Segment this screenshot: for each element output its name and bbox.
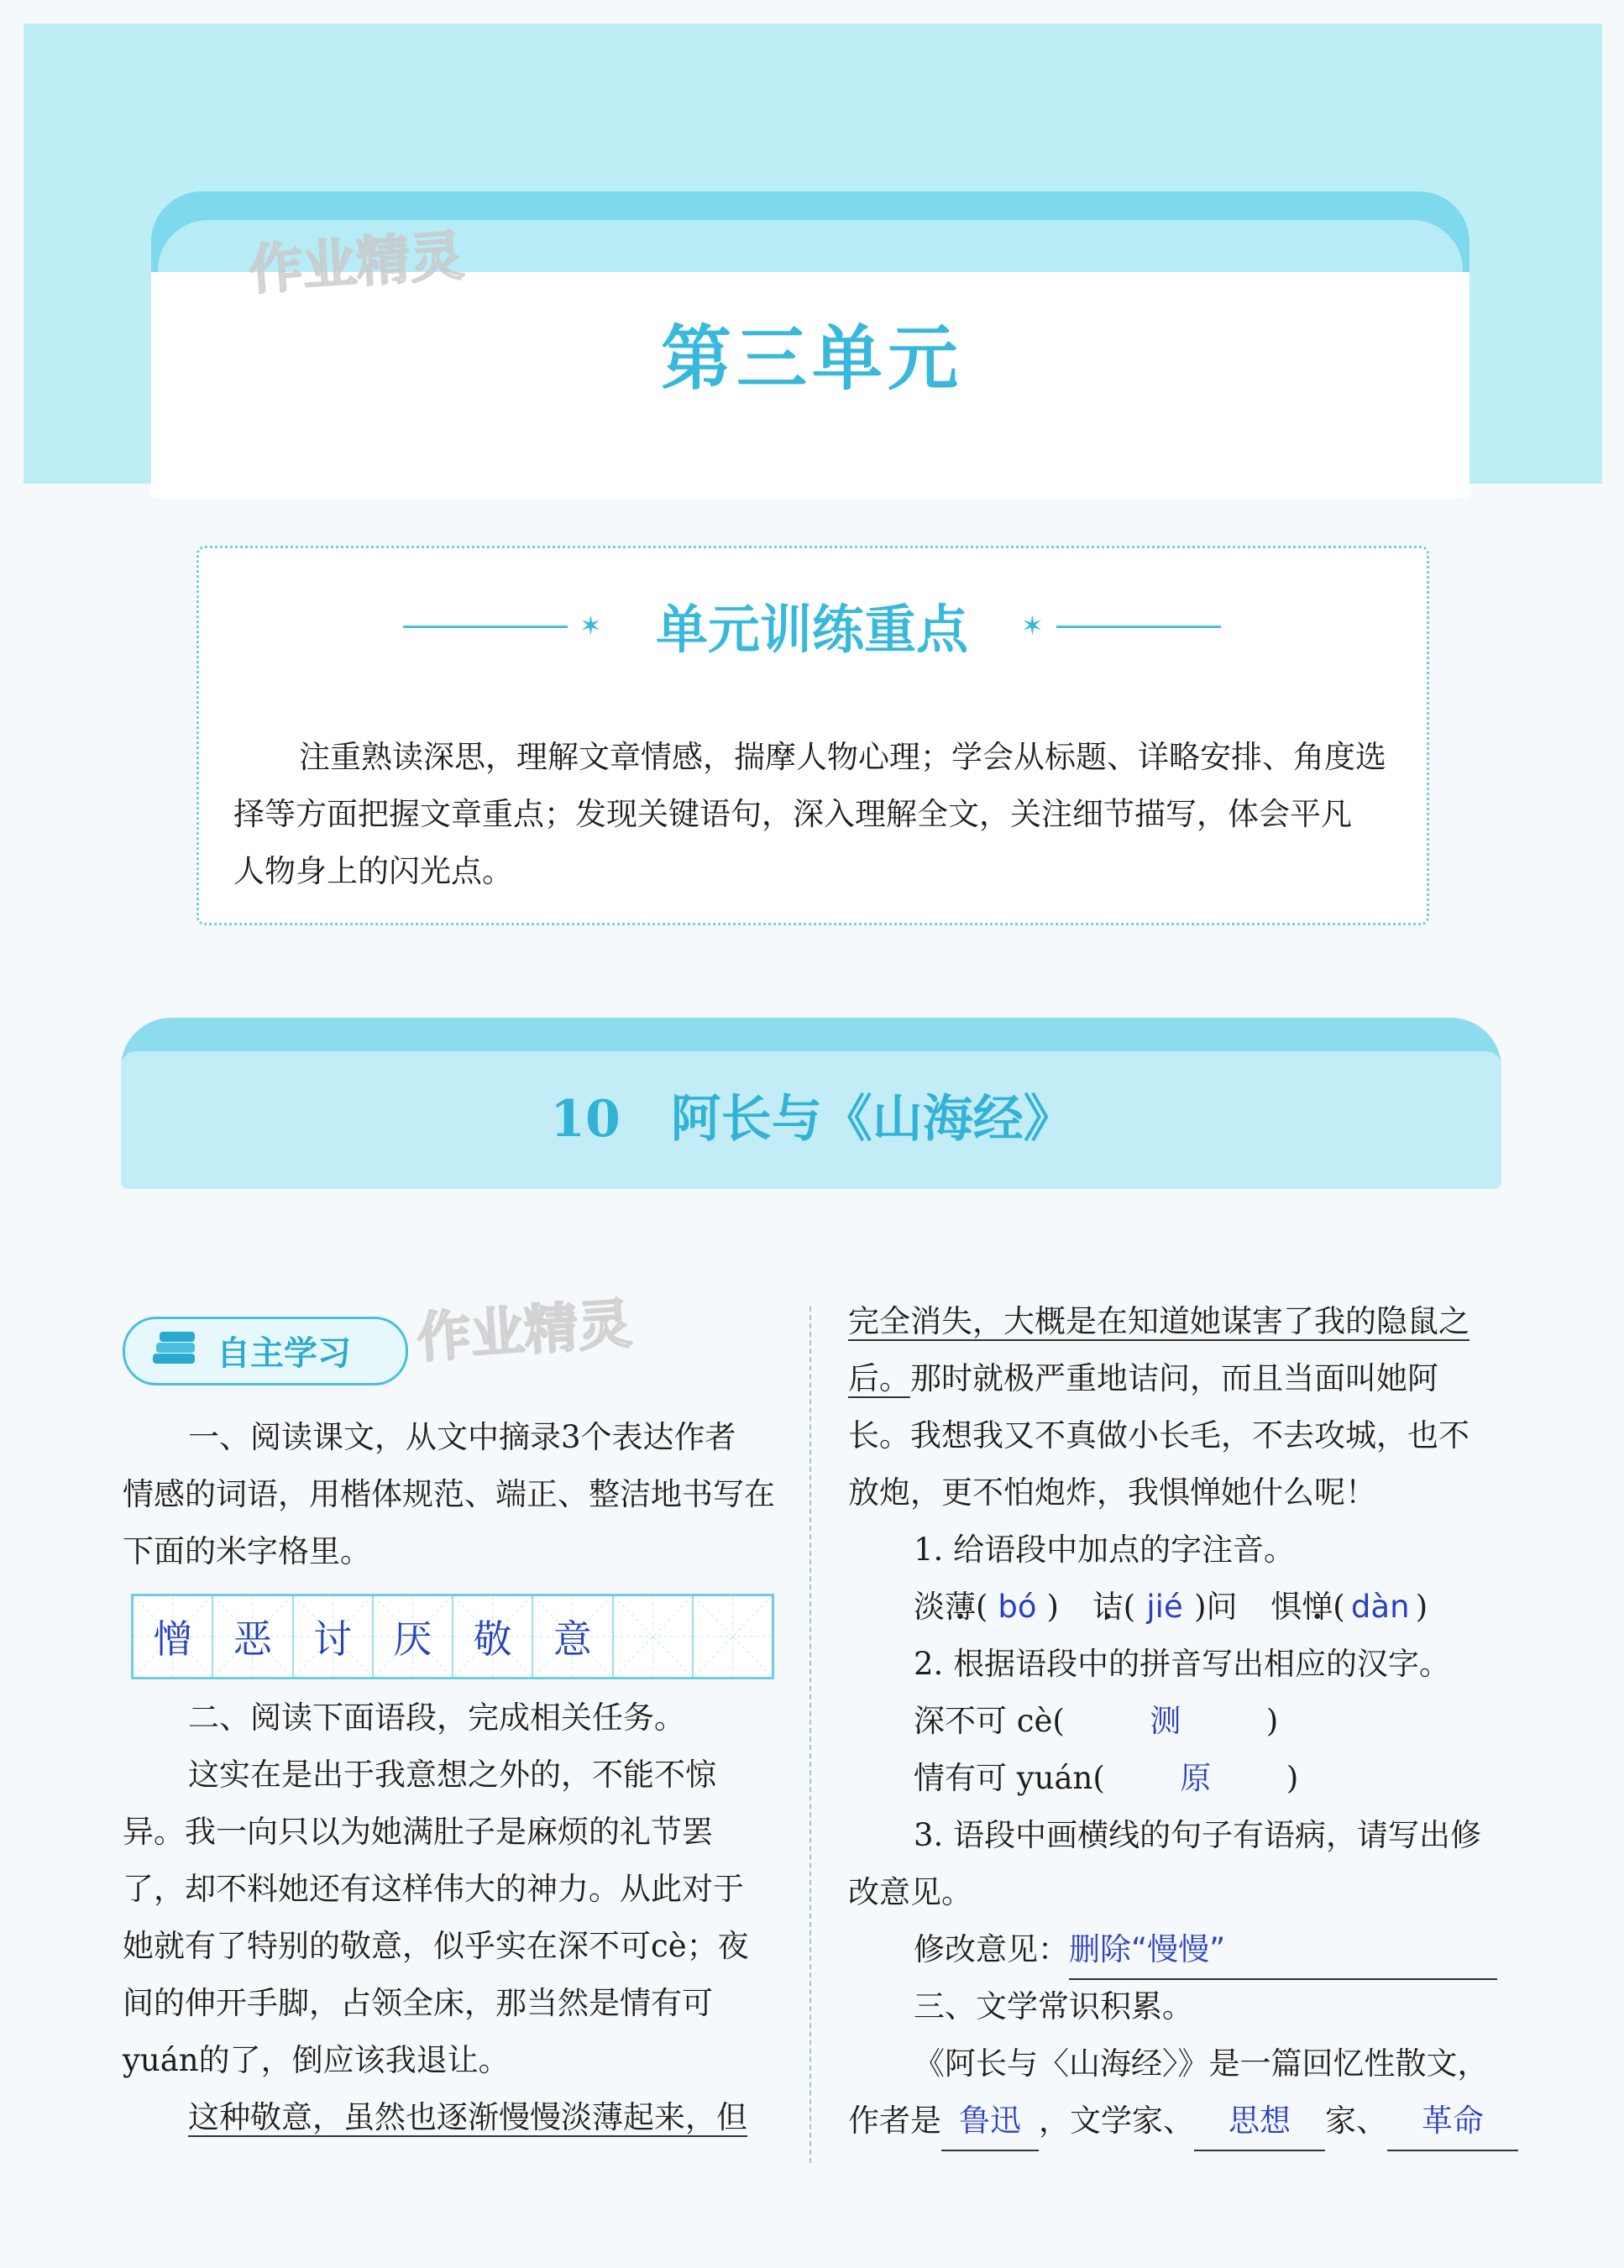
sub3-answer-line: 修改意见：删除“慢慢” — [914, 1921, 1505, 1980]
passage-right: 完全消失，大概是在知道她谋害了我的隐鼠之 后。那时就极严重地诘问，而且当面叫她阿 长。我想我又不真做小长毛，不去攻城，也不 放炮，更不怕炮炸，我惧惮她什么呢！ — [848, 1303, 1469, 1511]
star-right-icon: ✶ — [1021, 610, 1044, 642]
mizige-grid — [131, 1594, 774, 1679]
grid-cell — [614, 1596, 694, 1677]
training-focus-text: 注重熟读深思，理解文章情感，揣摩人物心理；学会从标题、详略安排、角度选 择等方面把握文章重点；发现关键语句，深入理解全文，关注细节描写，体会平凡 人物身上的闪光点。 — [233, 739, 1386, 889]
grid-cell — [694, 1596, 772, 1677]
training-focus-title: 单元训练重点 — [655, 599, 968, 660]
lesson-name: 阿长与《山海经》 — [670, 1090, 1074, 1149]
underlined-sentence-part1: 这种敬意，虽然也逐渐慢慢淡薄起来，但 — [188, 2099, 747, 2135]
q3-line2: 作者是 鲁迅 ，文学家、 思想 家、 革命 — [848, 2093, 1520, 2151]
grid-cell: 意 — [533, 1596, 613, 1677]
sub3-prompt: 3. 语段中画横线的句子有语病，请写出修 改意见。 — [848, 1817, 1482, 1910]
lesson-title — [0, 1079, 1624, 1151]
unit-title: 第三单元 — [660, 317, 963, 400]
q2-heading: 二、阅读下面语段，完成相关任务。 — [188, 1700, 685, 1736]
passage-left: 这实在是出于我意想之外的，不能不惊 异。我一向只以为她满肚子是麻烦的礼节罢 了，却不料她还有这样伟大的神力。从此对于 她就有了特别的敬意，似乎实在深不可cè；夜 间的伸开手脚，占领全床，那当然是情有可 yuán的了，倒应该我退让。 这种敬意，虽然也逐渐慢慢淡薄起来，但 — [123, 1757, 749, 2135]
answer-bo: bó — [998, 1589, 1037, 1625]
answer-revolutionary: 革命 — [1387, 2093, 1518, 2151]
q1-text: 一、阅读课文，从文中摘录3个表达作者 情感的词语，用楷体规范、端正、整洁地书写在 下面的米字格里。 — [123, 1419, 775, 1569]
underlined-sentence-part2: 完全消失，大概是在知道她谋害了我的隐鼠之 — [848, 1303, 1469, 1339]
grid-cell: 恶 — [213, 1596, 293, 1677]
sub1-answers: 淡薄( bó ) 诘( jié )问 惧惮( dàn ) — [914, 1579, 1518, 1636]
answer-author: 鲁迅 — [941, 2093, 1039, 2151]
answer-yuan: 原 — [1180, 1760, 1212, 1796]
answer-ce: 测 — [1150, 1703, 1181, 1739]
grid-cell: 敬 — [453, 1596, 533, 1677]
grid-cell: 讨 — [294, 1596, 374, 1677]
watermark-middle: 作业精灵 — [415, 1293, 634, 1370]
watermark-top: 作业精灵 — [247, 225, 466, 302]
q3-line1: 《阿长与〈山海经〉》是一篇回忆性散文， — [914, 2045, 1489, 2082]
self-study-label: 自主学习 — [217, 1334, 351, 1373]
grid-cell: 厌 — [374, 1596, 453, 1677]
q3-heading: 三、文学常识积累。 — [914, 1988, 1193, 2024]
answer-thinker: 思想 — [1194, 2093, 1325, 2151]
grid-cell: 憎 — [134, 1596, 213, 1677]
answer-jie: jié — [1146, 1589, 1183, 1625]
book-stack-icon — [151, 1330, 198, 1367]
sub2-item-2: 情有可 yuán( 原 ) — [914, 1750, 1298, 1807]
sub1-prompt: 1. 给语段中加点的字注音。 — [914, 1532, 1296, 1568]
sub2-item-1: 深不可 cè( 测 ) — [914, 1693, 1278, 1750]
star-left-icon: ✶ — [579, 610, 602, 642]
column-divider — [809, 1307, 811, 2163]
lesson-number: 10 — [550, 1090, 621, 1149]
sub2-prompt: 2. 根据语段中的拼音写出相应的汉字。 — [914, 1646, 1451, 1682]
answer-revision: 删除“慢慢” — [1069, 1921, 1497, 1980]
answer-dan: dàn — [1350, 1589, 1410, 1625]
